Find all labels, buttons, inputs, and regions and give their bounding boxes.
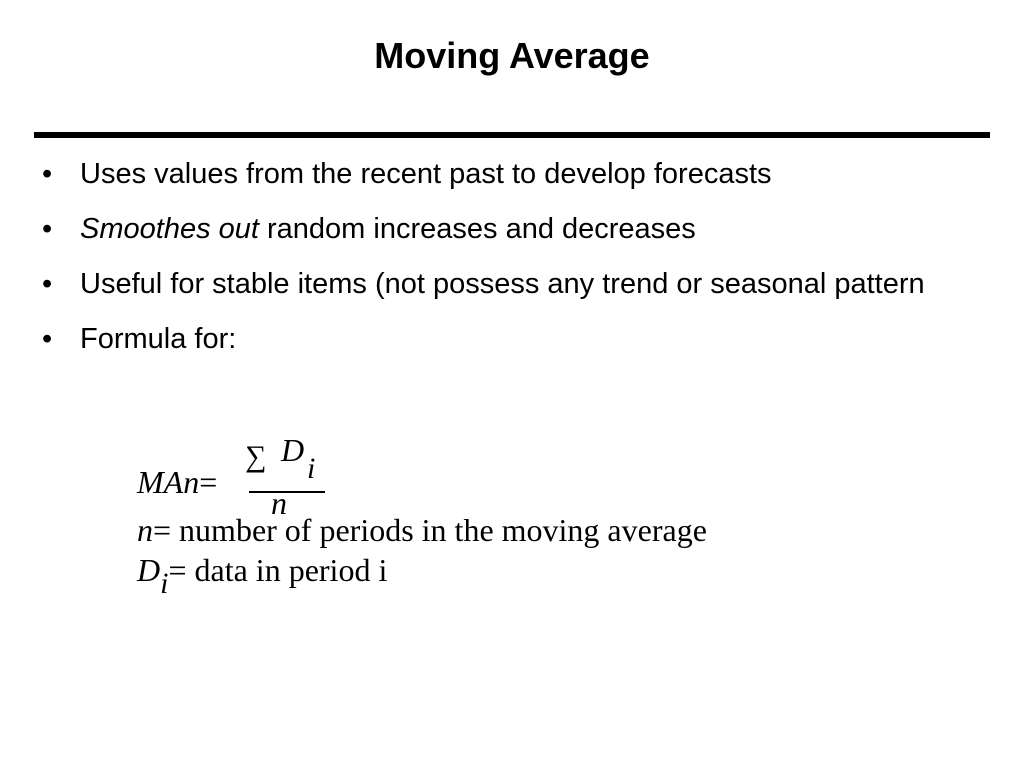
def-d-equals: =: [168, 552, 187, 588]
formula-lhs: MAn: [137, 464, 200, 500]
def-d-text: data in period i: [194, 552, 388, 588]
fraction-denominator: n: [271, 485, 287, 521]
fraction-bar: [249, 491, 325, 493]
formula-equals: =: [199, 464, 218, 500]
bullet-emphasis: Smoothes out: [80, 213, 259, 245]
bullet-marker: •: [42, 323, 53, 355]
title-divider: [34, 132, 990, 138]
def-n-text: number of periods in the moving average: [179, 512, 707, 548]
def-n-var: n: [137, 512, 153, 548]
numerator-var: D: [281, 432, 305, 468]
numerator-subscript: i: [307, 452, 316, 485]
def-d-subscript: i: [160, 567, 169, 600]
formula-definition-d: [137, 552, 388, 600]
bullet-text: random increases and decreases: [258, 213, 696, 245]
slide-title: Moving Average: [374, 35, 650, 76]
def-n-equals: =: [153, 512, 172, 548]
bullet-item: [40, 265, 990, 303]
bullet-text: Formula for:: [80, 323, 237, 355]
bullet-item: [40, 210, 990, 248]
bullet-text: Uses values from the recent past to develop forecasts: [80, 158, 772, 190]
formula-main: [137, 464, 217, 501]
bullet-marker: •: [42, 268, 53, 300]
bullet-item: [40, 155, 990, 193]
fraction-numerator: [245, 432, 321, 488]
formula-definition-n: [137, 512, 707, 549]
bullet-marker: •: [42, 158, 53, 190]
bullet-item: [40, 320, 990, 358]
sum-symbol: ∑: [245, 440, 267, 473]
def-d-var: D: [137, 552, 161, 588]
bullet-text: Useful for stable items (not possess any trend or seasonal pattern: [80, 268, 925, 300]
bullet-marker: •: [42, 213, 53, 245]
bullet-list: [40, 155, 990, 375]
